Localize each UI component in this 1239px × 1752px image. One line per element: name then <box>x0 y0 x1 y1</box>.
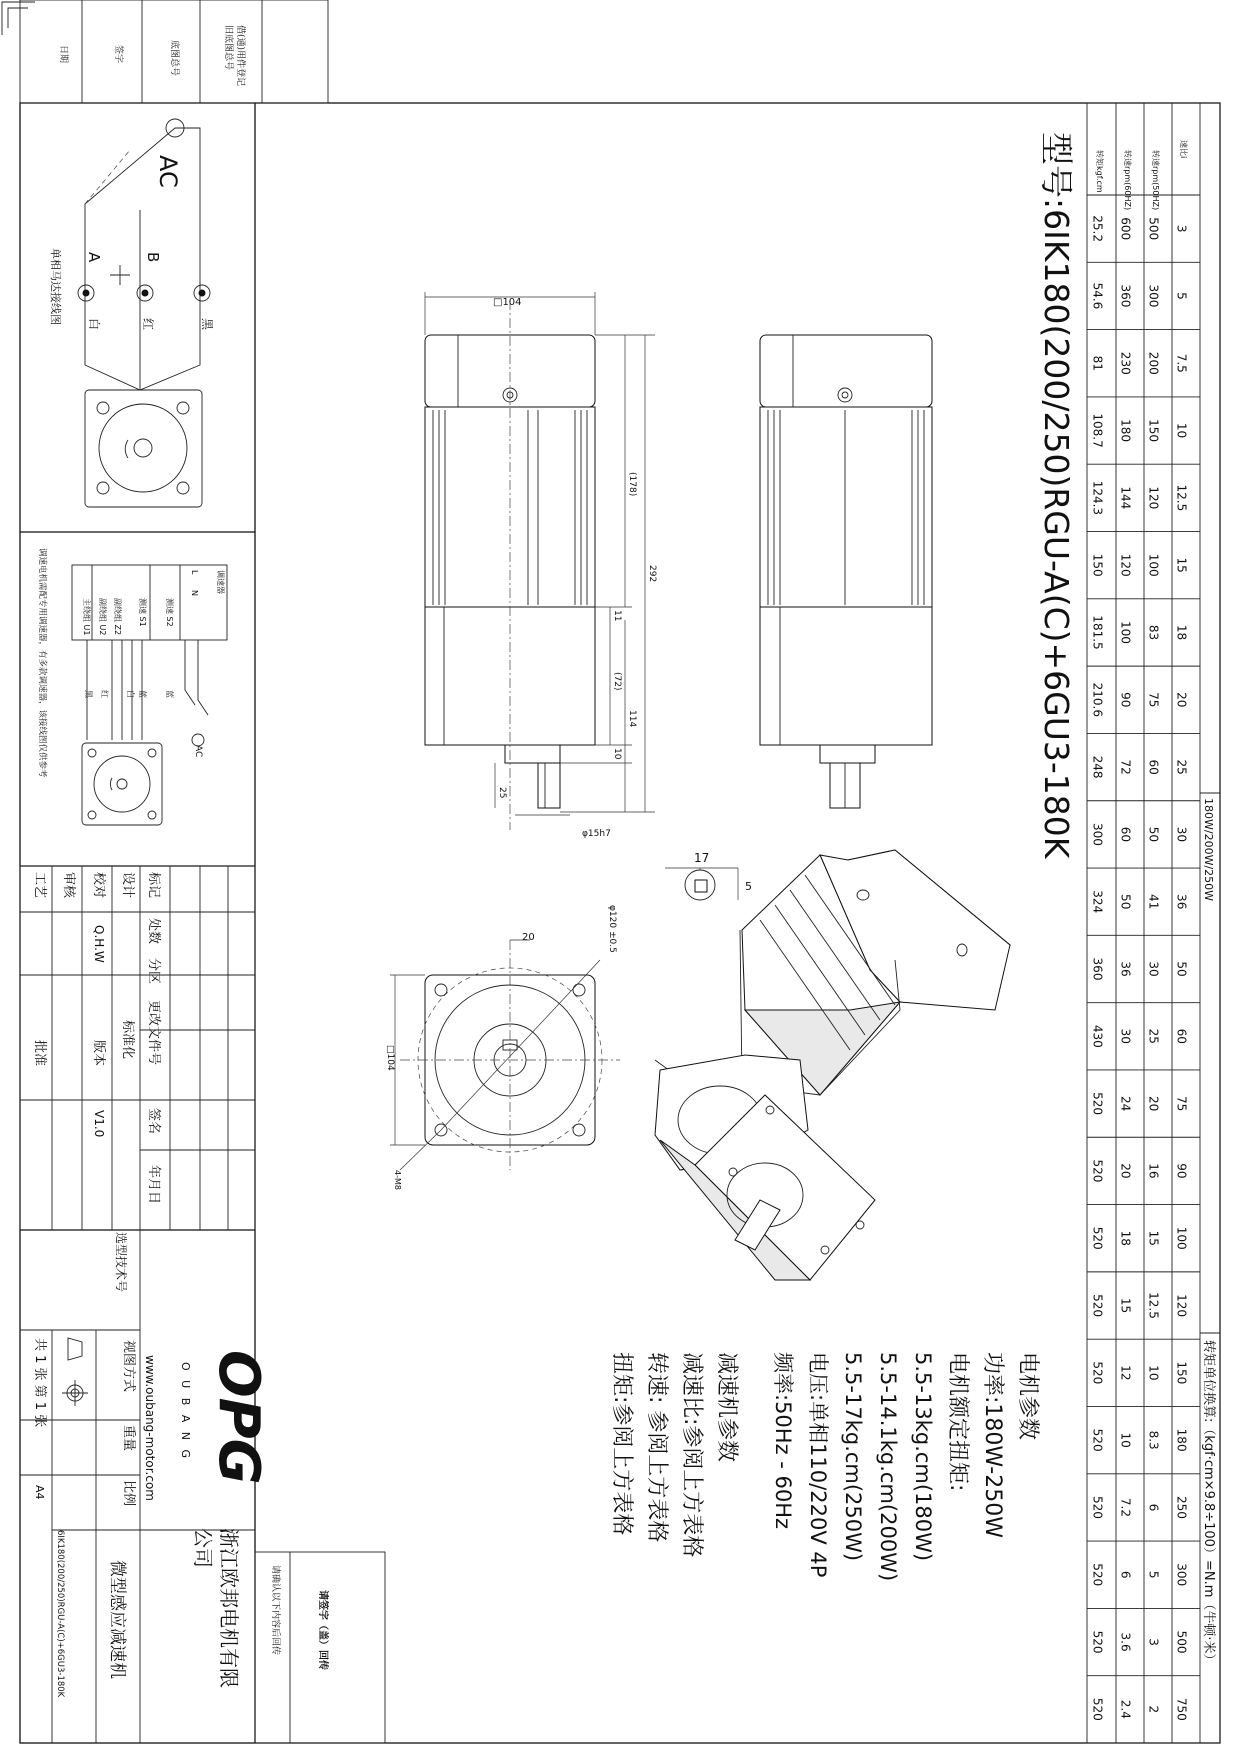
ratio-cell: 120 <box>1174 1294 1189 1317</box>
controller-tag: 调速器 <box>216 570 225 594</box>
rpm60-cell: 90 <box>1118 692 1133 708</box>
tb-col-zone: 分区 <box>146 958 161 985</box>
approval-stamp <box>255 1552 385 1743</box>
controller-ac-label: AC <box>193 745 203 758</box>
rpm60-cell: 144 <box>1118 486 1133 510</box>
rpm60-cell: 3.6 <box>1118 1632 1133 1652</box>
torque-cell: 520 <box>1090 1092 1105 1116</box>
margin-label-date: 日期 <box>58 45 68 64</box>
wire-color-2: 蓝 <box>138 690 147 698</box>
spec-rated-label: 电机额定扭矩: <box>945 1352 970 1492</box>
rpm60-cell: 36 <box>1118 961 1133 977</box>
tb-col-date: 年月日 <box>146 1165 161 1205</box>
tb-col-mark: 标记 <box>146 872 161 899</box>
controller-terminal-u1: 主绕组 U1 <box>82 598 91 636</box>
rpm50-cell: 500 <box>1146 217 1161 241</box>
tb-review: 审核 <box>61 872 76 899</box>
torque-cell: 81 <box>1090 355 1105 371</box>
controller-terminal-s1: 测速 S1 <box>138 598 147 627</box>
torque-cell: 54.6 <box>1090 282 1105 310</box>
rpm60-cell: 2.4 <box>1118 1699 1133 1719</box>
dim-10: 10 <box>612 748 622 760</box>
ratio-cell: 75 <box>1174 1095 1189 1112</box>
rpm50-cell: 3 <box>1146 1638 1161 1646</box>
rpm60-cell: 100 <box>1118 621 1133 644</box>
rpm60-cell: 72 <box>1118 759 1133 775</box>
tb-weight: 重量 <box>121 1425 136 1452</box>
row-label-rpm50: 转速rpm(50HZ) <box>1151 150 1160 211</box>
torque-cell: 360 <box>1090 957 1105 981</box>
row-label-rpm60: 转速rpm(60HZ) <box>1123 150 1132 211</box>
rpm50-cell: 300 <box>1146 284 1161 308</box>
ratio-cell: 7.5 <box>1174 353 1189 373</box>
controller-terminal-s2: 测速 S2 <box>165 598 174 627</box>
ratio-cell: 3 <box>1174 224 1189 233</box>
torque-cell: 520 <box>1090 1495 1105 1519</box>
spec-torque-250: 5.5-17kg.cm(250W) <box>841 1352 865 1562</box>
ratio-cell: 180 <box>1174 1428 1189 1452</box>
ratio-cell: 90 <box>1174 1163 1189 1179</box>
ratio-cell: 30 <box>1174 826 1189 843</box>
rpm50-cell: 25 <box>1146 1028 1161 1044</box>
table-power-header: 180W/200W/250W <box>1202 798 1215 902</box>
dim-114: 114 <box>627 710 637 728</box>
row-label-torque: 转矩kgf.cm <box>1095 150 1104 193</box>
margin-label-register: 借(通)用件登记 <box>235 25 245 87</box>
rpm60-cell: 60 <box>1118 826 1133 843</box>
wire-color-5: 黑 <box>84 690 93 698</box>
tb-tech-no: 选型技术号 <box>114 1232 128 1293</box>
spec-gear-ratio: 减速比:参阅上方表格 <box>679 1352 704 1558</box>
tb-process: 工艺 <box>32 872 47 899</box>
dim-292: 292 <box>647 565 657 583</box>
torque-cell: 124.3 <box>1090 480 1105 516</box>
rpm50-cell: 75 <box>1146 692 1161 708</box>
torque-cell: 150 <box>1090 553 1105 577</box>
wiring-black-label: 黑 <box>200 318 214 331</box>
ratio-cell: 300 <box>1174 1563 1189 1587</box>
rpm60-cell: 18 <box>1118 1230 1133 1246</box>
rpm60-cell: 20 <box>1118 1163 1133 1179</box>
ratio-cell: 100 <box>1174 1226 1189 1250</box>
stamp-line-1: 请签字（盖）回传 <box>317 1590 328 1670</box>
spec-torque-200: 5.5-14.1kg.cm(200W) <box>876 1352 900 1582</box>
torque-cell: 210.6 <box>1090 682 1105 717</box>
logo-subtitle: O U B A N G <box>179 1362 192 1462</box>
wiring-caption: 单相马达接线图 <box>49 248 62 325</box>
side-view-motor-2 <box>760 335 932 808</box>
svg-text:OPG: OPG <box>206 1350 271 1485</box>
rpm50-cell: 41 <box>1146 894 1161 910</box>
rpm60-cell: 600 <box>1118 217 1133 241</box>
torque-cell: 108.7 <box>1090 413 1105 448</box>
rpm50-cell: 60 <box>1146 759 1161 775</box>
tb-view: 视图方式 <box>121 1340 136 1393</box>
torque-cell: 25.2 <box>1090 215 1105 243</box>
rpm60-cell: 7.2 <box>1118 1497 1133 1517</box>
rpm50-cell: 150 <box>1146 419 1161 443</box>
torque-cell: 430 <box>1090 1024 1105 1048</box>
ratio-cell: 50 <box>1174 961 1189 977</box>
rpm60-cell: 30 <box>1118 1028 1133 1044</box>
ratio-cell: 60 <box>1174 1028 1189 1044</box>
company-name-2: 公司 <box>191 1528 215 1568</box>
torque-cell: 520 <box>1090 1361 1105 1385</box>
rpm50-cell: 100 <box>1146 553 1161 577</box>
rpm60-cell: 50 <box>1118 894 1133 910</box>
rpm50-cell: 50 <box>1146 826 1161 843</box>
torque-cell: 520 <box>1090 1563 1105 1587</box>
torque-cell: 520 <box>1090 1159 1105 1183</box>
rpm60-cell: 10 <box>1118 1432 1133 1448</box>
rpm50-cell: 83 <box>1146 624 1161 641</box>
product-name: 微型感应减速机 <box>107 1560 127 1679</box>
margin-label-base-no: 底图总号 <box>169 40 179 77</box>
wire-color-1: 蓝 <box>165 690 174 698</box>
tb-sheets: 共 1 张 第 1 张 <box>32 1338 47 1428</box>
tb-check-name: Q.H.W <box>92 925 106 963</box>
projection-symbol-icon <box>62 1338 88 1406</box>
rpm50-cell: 10 <box>1146 1365 1161 1381</box>
controller-terminal-n: N <box>190 590 199 596</box>
torque-cell: 248 <box>1090 755 1105 779</box>
controller-diagram <box>37 548 227 825</box>
ratio-cell: 36 <box>1174 894 1189 910</box>
dim-72: (72) <box>612 672 622 691</box>
tb-approve: 批准 <box>32 1040 47 1067</box>
torque-cell: 520 <box>1090 1630 1105 1654</box>
torque-cell: 181.5 <box>1090 615 1105 650</box>
table-torque-header: 转矩单位换算:（kgf·cm×9.8÷100）=N.m（牛顿·米） <box>1201 1340 1216 1667</box>
side-view-motor <box>425 292 657 839</box>
ratio-cell: 18 <box>1174 624 1189 641</box>
spec-frequency: 频率:50Hz - 60Hz <box>771 1352 795 1530</box>
dim-20: 20 <box>522 932 535 943</box>
spec-gear-title: 减速机参数 <box>714 1352 739 1463</box>
ratio-cell: 250 <box>1174 1495 1189 1519</box>
tb-version-label: 版本 <box>91 1040 106 1067</box>
spec-voltage: 电压:单相110/220V 4P <box>806 1352 830 1578</box>
ratio-cell: 12.5 <box>1174 484 1189 512</box>
rpm50-cell: 20 <box>1146 1095 1161 1112</box>
dim-25: 25 <box>497 787 507 799</box>
wiring-diagram <box>49 119 214 507</box>
wiring-a-label: A <box>85 252 103 263</box>
spec-torque-180: 5.5-13kg.cm(180W) <box>911 1352 935 1562</box>
wiring-motor-flange <box>85 390 202 507</box>
rpm60-cell: 360 <box>1118 284 1133 308</box>
torque-cell: 520 <box>1090 1294 1105 1317</box>
controller-terminal-u2: 副绕组 U2 <box>98 598 107 636</box>
spec-text <box>609 1352 1040 1581</box>
dim-holes: 4-M8 <box>393 1170 402 1190</box>
controller-terminal-l: L <box>190 570 199 575</box>
rpm60-cell: 120 <box>1118 553 1133 577</box>
ratio-cell: 750 <box>1174 1697 1189 1721</box>
rpm50-cell: 15 <box>1146 1230 1161 1246</box>
torque-cell: 324 <box>1090 890 1105 914</box>
rpm50-cell: 2 <box>1146 1705 1161 1714</box>
dim-shaft: φ15h7 <box>582 829 611 839</box>
company-name-1: 浙江欧邦电机有限 <box>217 1528 241 1688</box>
wire-color-3: 白 <box>126 690 135 698</box>
tb-design: 设计 <box>120 872 135 899</box>
rpm50-cell: 120 <box>1146 486 1161 510</box>
isometric-motor <box>655 850 1010 1280</box>
rpm50-cell: 16 <box>1146 1163 1161 1179</box>
spec-torque: 扭矩:参阅上方表格 <box>609 1352 634 1536</box>
rpm60-cell: 230 <box>1118 351 1133 375</box>
front-flange-view <box>385 905 620 1190</box>
spec-speed: 转速: 参阅上方表格 <box>644 1352 669 1543</box>
ratio-cell: 25 <box>1174 759 1189 775</box>
tb-col-change-doc: 更改文件号 <box>146 1000 161 1066</box>
wiring-ac-label: AC <box>154 155 182 188</box>
margin-label-sign: 签字 <box>113 45 123 64</box>
wiring-white-label: 白 <box>87 318 101 331</box>
model-title: 型号:6IK180(200/250)RGU-A(C)+6GU3-180K <box>1037 132 1076 859</box>
spec-power: 功率:180W-250W <box>980 1352 1005 1538</box>
tb-col-sign: 签名 <box>146 1108 161 1135</box>
company-website: www.oubang-motor.com <box>143 1355 157 1501</box>
torque-cell: 300 <box>1090 822 1105 846</box>
rpm50-cell: 200 <box>1146 351 1161 375</box>
ratio-cell: 150 <box>1174 1361 1189 1385</box>
margin-stamp-block <box>20 0 328 103</box>
ratio-cell: 15 <box>1174 557 1189 573</box>
dim-pcd: φ120 ±0.5 <box>607 905 617 953</box>
wire-color-4: 红 <box>100 690 109 698</box>
dim-sq104-front: □104 <box>385 1045 395 1071</box>
ratio-cell: 5 <box>1174 292 1189 300</box>
dim-178: (178) <box>627 472 637 497</box>
rpm60-cell: 180 <box>1118 419 1133 443</box>
dim-sq104-top: □104 <box>493 297 522 308</box>
dim-11: 11 <box>612 610 622 622</box>
drawing-number: 6IK180(200/250)RGU-A(C)+6GU3-180K <box>55 1530 65 1698</box>
shaft-key-detail <box>665 851 752 900</box>
tb-standard: 标准化 <box>120 1020 135 1060</box>
rpm50-cell: 6 <box>1146 1503 1161 1512</box>
tb-scale: 比例 <box>121 1480 136 1507</box>
rpm60-cell: 24 <box>1118 1095 1133 1112</box>
speed-torque-table <box>1087 103 1220 1743</box>
rpm60-cell: 6 <box>1118 1570 1133 1579</box>
dim-17: 17 <box>694 851 710 865</box>
tb-col-count: 处数 <box>146 918 161 945</box>
row-label-ratio: 速比i <box>1179 140 1188 159</box>
spec-motor-title: 电机参数 <box>1015 1352 1040 1441</box>
stamp-line-2: 请确认以下内容后回传 <box>270 1565 280 1656</box>
margin-label-old-base: 旧底图总号 <box>223 25 233 71</box>
rpm50-cell: 5 <box>1146 1570 1161 1579</box>
rpm50-cell: 8.3 <box>1146 1430 1161 1450</box>
wiring-red-label: 红 <box>141 318 155 331</box>
torque-cell: 520 <box>1090 1697 1105 1721</box>
torque-cell: 520 <box>1090 1428 1105 1452</box>
tb-check: 校对 <box>91 872 106 899</box>
tb-size: A4 <box>33 1485 46 1500</box>
tb-version: V1.0 <box>92 1110 106 1138</box>
opg-logo <box>206 1350 271 1485</box>
title-block <box>20 866 271 1743</box>
dim-5: 5 <box>745 880 752 893</box>
rpm50-cell: 30 <box>1146 961 1161 977</box>
rpm60-cell: 12 <box>1118 1365 1133 1381</box>
wiring-b-label: B <box>144 252 162 263</box>
ratio-cell: 20 <box>1174 692 1189 708</box>
ratio-cell: 10 <box>1174 422 1189 439</box>
rpm60-cell: 15 <box>1118 1297 1133 1314</box>
ratio-cell: 500 <box>1174 1630 1189 1654</box>
controller-caption: 调速电机需配专用调速器，有多款调速器，该接线图仅供参考 <box>37 548 47 778</box>
torque-cell: 520 <box>1090 1226 1105 1250</box>
rpm50-cell: 12.5 <box>1146 1292 1161 1319</box>
controller-terminal-z2: 副绕组 Z2 <box>113 598 122 636</box>
